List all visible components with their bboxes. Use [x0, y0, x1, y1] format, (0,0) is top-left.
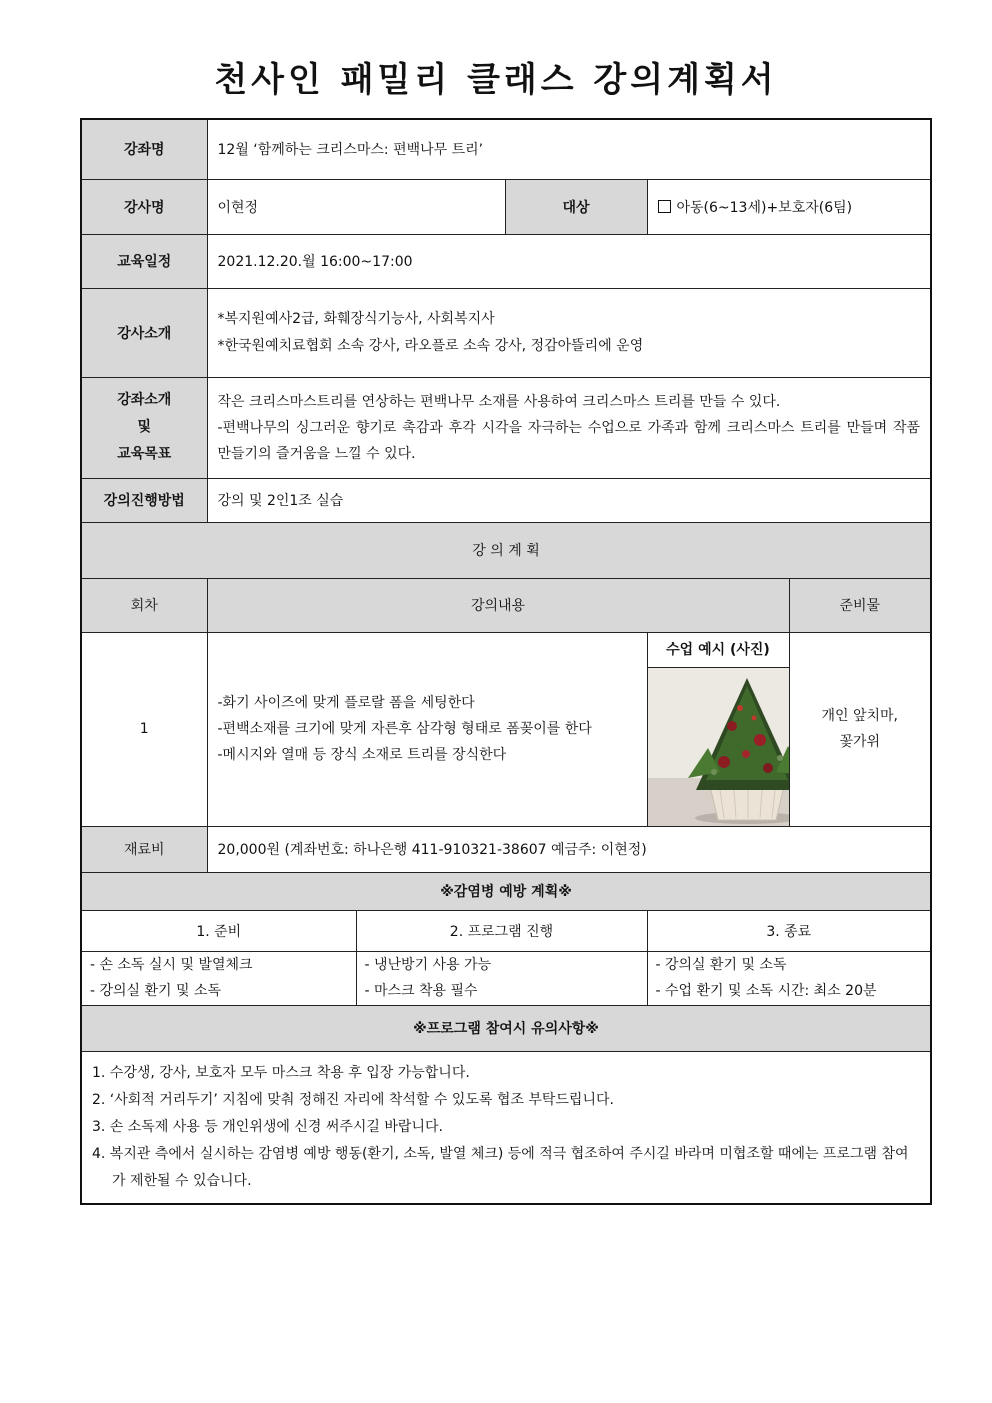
row-plan-header: [81, 578, 931, 632]
content-line: -편백소재를 크기에 맞게 자른후 삼각형 형태로 폼꽂이를 한다: [217, 721, 592, 737]
row-prevention-items: [81, 951, 931, 1005]
example-photo-cell: [647, 632, 789, 826]
prevention-item: - 강의실 환기 및 소독: [90, 983, 222, 999]
row-method: [81, 478, 931, 522]
prevention-step-1-items: [81, 951, 356, 1005]
course-name-value: 12월 ‘함께하는 크리스마스: 편백나무 트리’: [207, 119, 931, 179]
session-number: 1: [81, 632, 207, 826]
row-notes: [81, 1051, 931, 1204]
prevention-step-2-heading: 2. 프로그램 진행: [356, 910, 647, 951]
target-label: 대상: [505, 179, 647, 234]
prevention-item: - 손 소독 실시 및 발열체크: [90, 957, 253, 973]
row-instructor: [81, 179, 931, 234]
content-line: -화기 사이즈에 맞게 플로랄 폼을 세팅한다: [217, 695, 475, 711]
note-item: 1. 수강생, 강사, 보호자 모두 마스크 착용 후 입장 가능합니다.: [92, 1064, 470, 1081]
instructor-label: 강사명: [81, 179, 207, 234]
example-photo: [648, 668, 789, 826]
schedule-label: 교육일정: [81, 234, 207, 288]
prevention-item: - 강의실 환기 및 소독: [655, 957, 787, 973]
content-line: -메시지와 열매 등 장식 소재로 트리를 장식한다: [217, 747, 507, 763]
christmas-tree-image: [648, 668, 789, 826]
prevention-item: - 마스크 착용 필수: [364, 983, 478, 999]
photo-caption: 수업 예시 (사진): [648, 633, 789, 668]
intro-line: 작은 크리스마스트리를 연상하는 편백나무 소재를 사용하여 크리스마스 트리를 만들 수 있다.: [217, 393, 781, 410]
prevention-step-1-heading: 1. 준비: [81, 910, 356, 951]
row-instructor-bio: [81, 288, 931, 377]
schedule-value: 2021.12.20.월 16:00~17:00: [207, 234, 931, 288]
note-item: 3. 손 소독제 사용 등 개인위생에 신경 써주시길 바랍니다.: [92, 1118, 443, 1135]
intro-label: [81, 377, 207, 478]
prevention-section-title: ※감염병 예방 계획※: [81, 872, 931, 910]
session-content: [207, 632, 647, 826]
row-session-1: [81, 632, 931, 826]
bio-line: *복지원예사2급, 화훼장식기능사, 사회복지사: [217, 310, 495, 327]
materials-line: 꽃가위: [839, 734, 881, 750]
row-notes-section: [81, 1005, 931, 1051]
row-prevention-section: [81, 872, 931, 910]
target-cell: [647, 179, 931, 234]
plan-section-title: 강 의 계 획: [81, 522, 931, 578]
page-title: 천사인 패밀리 클래스 강의계획서: [214, 60, 778, 100]
prevention-step-3-items: [647, 951, 931, 1005]
row-fee: [81, 826, 931, 872]
prevention-item: - 냉난방기 사용 가능: [364, 957, 492, 973]
target-checkbox[interactable]: [658, 200, 671, 213]
col-materials-header: 준비물: [789, 578, 931, 632]
row-prevention-headers: [81, 910, 931, 951]
bio-line: *한국원예치료협회 소속 강사, 라오플로 소속 강사, 정감아뜰리에 운영: [217, 337, 644, 354]
method-value: 강의 및 2인1조 실습: [207, 478, 931, 522]
prevention-step-2-items: [356, 951, 647, 1005]
materials-line: 개인 앞치마,: [821, 708, 899, 724]
materials-cell: [789, 632, 931, 826]
target-value: 아동(6~13세)+보호자(6팀): [676, 199, 853, 216]
notes-list: [81, 1051, 931, 1204]
col-content-header: 강의내용: [207, 578, 789, 632]
fee-value: 20,000원 (계좌번호: 하나은행 411-910321-38607 예금주: 이현정): [207, 826, 931, 872]
bio-label: 강사소개: [81, 288, 207, 377]
intro-label-line: 및: [137, 419, 152, 435]
row-course-name: [81, 119, 931, 179]
intro-value: [207, 377, 931, 478]
intro-label-line: 강좌소개: [117, 392, 172, 408]
lecture-plan-table: [80, 118, 932, 1205]
row-schedule: [81, 234, 931, 288]
prevention-item: - 수업 환기 및 소독 시간: 최소 20분: [655, 983, 877, 999]
col-session-header: 회차: [81, 578, 207, 632]
row-course-intro: [81, 377, 931, 478]
notes-section-title: ※프로그램 참여시 유의사항※: [81, 1005, 931, 1051]
row-plan-section: [81, 522, 931, 578]
note-item: 4. 복지관 측에서 실시하는 감염병 예방 행동(환기, 소독, 발열 체크) 등에 적극 협조하여 주시길 바라며 미협조할 때에는 프로그램 참여가 제한될 수 있습니다.: [92, 1145, 909, 1189]
instructor-value: 이현정: [207, 179, 505, 234]
intro-label-line: 교육목표: [117, 446, 172, 462]
note-item: 2. ‘사회적 거리두기’ 지침에 맞춰 정해진 자리에 착석할 수 있도록 협조 부탁드립니다.: [92, 1091, 614, 1108]
fee-label: 재료비: [81, 826, 207, 872]
prevention-step-3-heading: 3. 종료: [647, 910, 931, 951]
method-label: 강의진행방법: [81, 478, 207, 522]
course-name-label: 강좌명: [81, 119, 207, 179]
intro-line: -편백나무의 싱그러운 향기로 촉감과 후각 시각을 자극하는 수업으로 가족과 함께 크리스마스 트리를 만들며 작품 만들기의 즐거움을 느낄 수 있다.: [217, 419, 921, 462]
bio-value: [207, 288, 931, 377]
